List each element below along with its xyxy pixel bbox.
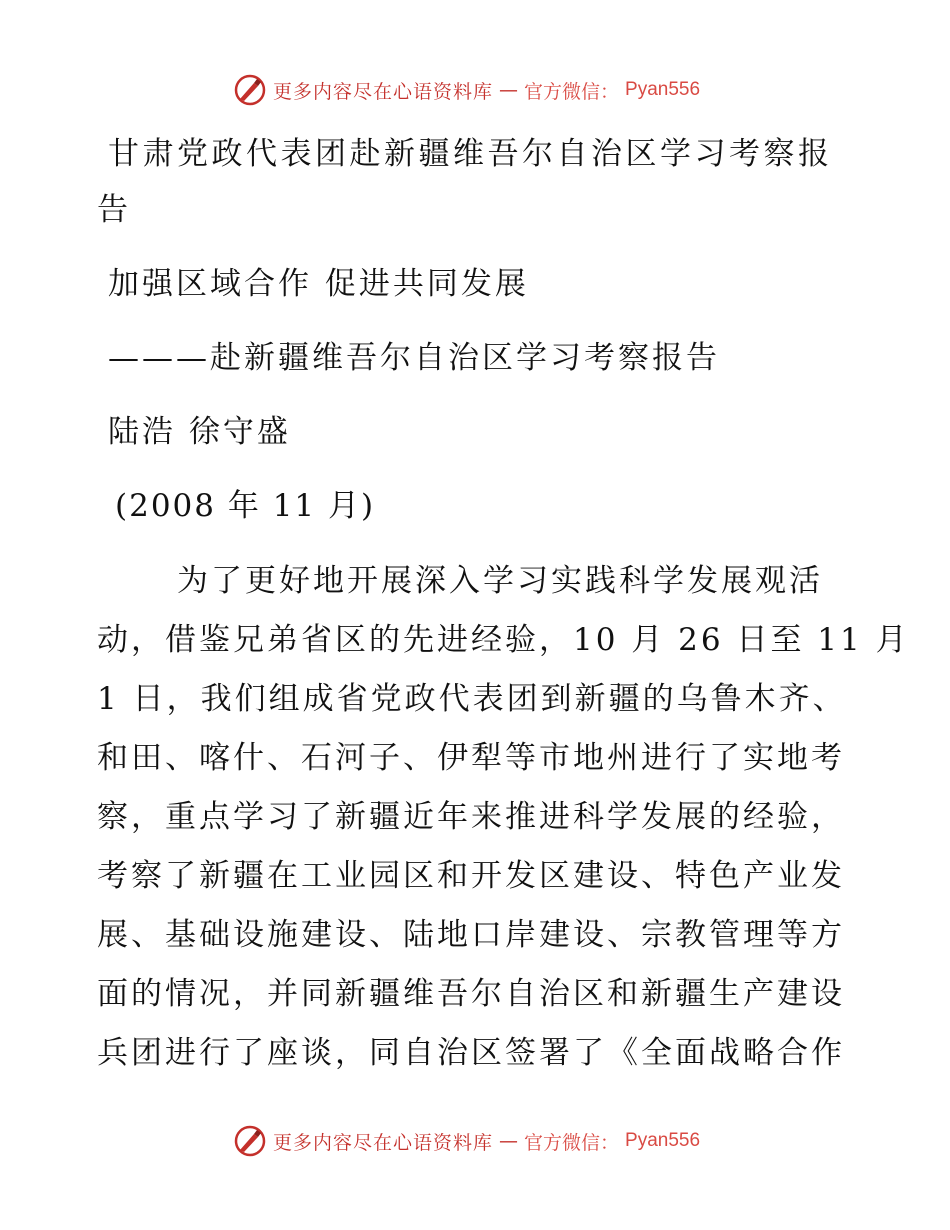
watermark-text: 更多内容尽在心语资料库 [273, 1131, 494, 1154]
paragraph-line: 考察了新疆在工业园区和开发区建设、特色产业发 [97, 858, 845, 894]
document-title-line-2: 告 [97, 192, 131, 228]
document-heading: 加强区域合作 促进共同发展 [108, 266, 529, 302]
paragraph-line: 察，重点学习了新疆近年来推进科学发展的经验， [97, 799, 845, 835]
document-date: (2008 年 11 月) [115, 488, 376, 524]
watermark-wechat-id: Pyan556 [625, 1130, 701, 1151]
paragraph-line: 兵团进行了座谈，同自治区签署了《全面战略合作 [97, 1035, 845, 1071]
watermark-text: 更多内容尽在心语资料库 [273, 80, 494, 103]
watermark-label: 官方微信： [524, 80, 620, 103]
pen-logo-icon [233, 1124, 267, 1158]
paragraph-line: 展、基础设施建设、陆地口岸建设、宗教管理等方 [97, 917, 845, 953]
paragraph-line: 面的情况，并同新疆维吾尔自治区和新疆生产建设 [97, 976, 845, 1012]
pen-logo-icon [233, 73, 267, 107]
watermark-header [233, 71, 753, 109]
paragraph-line: 和田、喀什、石河子、伊犁等市地州进行了实地考 [97, 740, 845, 776]
watermark-separator: — [499, 79, 519, 101]
watermark-footer [233, 1122, 753, 1160]
paragraph-line: 动，借鉴兄弟省区的先进经验，10 月 26 日至 11 月 [97, 622, 910, 658]
paragraph-line: 为了更好地开展深入学习实践科学发展观活 [177, 563, 823, 599]
watermark-separator: — [499, 1130, 519, 1152]
watermark-label: 官方微信： [524, 1131, 620, 1154]
document-title-line-1: 甘肃党政代表团赴新疆维吾尔自治区学习考察报 [108, 136, 833, 172]
paragraph-line: 1 日，我们组成省党政代表团到新疆的乌鲁木齐、 [97, 681, 847, 717]
watermark-wechat-id: Pyan556 [625, 79, 701, 100]
document-authors: 陆浩 徐守盛 [108, 414, 291, 450]
document-subheading: ———赴新疆维吾尔自治区学习考察报告 [108, 340, 720, 376]
